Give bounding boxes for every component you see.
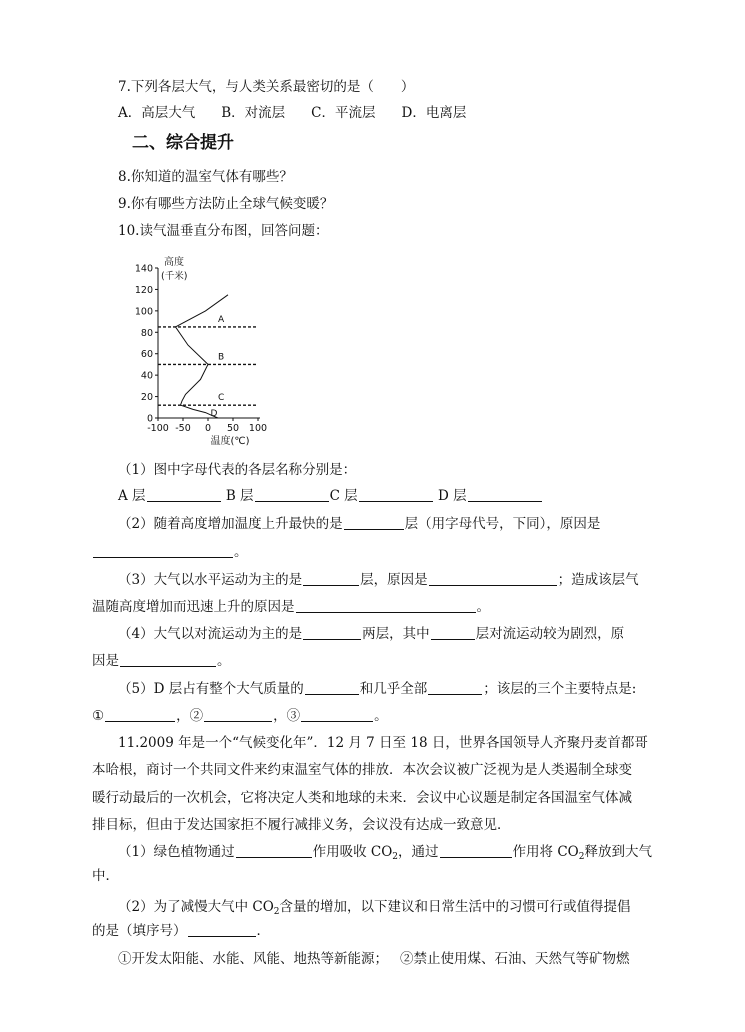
q10-p5-text-b: 和几乎全部: [359, 681, 428, 697]
q8-stem: 8.你知道的温室气体有哪些？: [118, 169, 293, 185]
x-tick-label: 50: [226, 423, 240, 434]
y-tick-label: 100: [134, 306, 153, 318]
blank-q11-absorb[interactable]: [236, 843, 312, 858]
x-axis-label: 温度(℃): [210, 436, 250, 447]
blank-q11-choice[interactable]: [188, 922, 256, 937]
label-layer-d: D 层: [437, 488, 467, 504]
y-tick-label: 80: [140, 327, 153, 339]
q10-p4-line1: [118, 624, 624, 644]
x-tick-label: -50: [175, 423, 191, 434]
y-axis-unit: (千米): [161, 271, 188, 282]
q10-p1-prompt: （1）图中字母代表的各层名称分别是：: [118, 462, 357, 478]
q11-p1-text-b: 作用吸收 CO: [312, 844, 393, 860]
blank-p3-cause[interactable]: [296, 598, 476, 613]
q10-p5-line1: [118, 679, 636, 699]
blank-p3-reason[interactable]: [429, 571, 557, 586]
blank-p5-feature2[interactable]: [204, 707, 272, 722]
q10-p2-text-a: （2）随着高度增加温度上升最快的是: [118, 516, 343, 532]
x-tick-label: -100: [147, 423, 169, 434]
q10-p4-text-c: 层对流运动较为剧烈，原: [475, 626, 625, 642]
q7-options: [118, 103, 466, 123]
q11-line3: 暖行动最后的一次机会，它将决定人类和地球的未来．会议中心议题是制定各国温室气体减: [92, 790, 632, 806]
blank-p5-mass[interactable]: [305, 680, 359, 695]
q10-p3-line1: [118, 570, 639, 590]
q11-p1-text-e: 释放到大气: [584, 844, 652, 860]
q11-p2-sub: 2: [273, 907, 280, 917]
layer-label-b: B: [218, 352, 225, 363]
layer-label-a: A: [218, 314, 225, 325]
q10-p3-line2: [92, 597, 490, 617]
blank-layer-a[interactable]: [147, 487, 221, 502]
label-layer-a: A 层: [118, 488, 146, 504]
q11-p2-text-c: 的是（填序号）: [92, 923, 187, 939]
q7-stem: 7.下列各层大气，与人类关系最密切的是（ ）: [118, 79, 415, 95]
q10-p3-text-a: （3）大气以水平运动为主的是: [118, 572, 303, 588]
q11-line2: 本哈根，商讨一个共同文件来约束温室气体的排放．本次会议被广泛视为是人类遏制全球变: [92, 762, 632, 778]
y-tick-label: 120: [134, 284, 153, 296]
q11-p1-line1: [118, 842, 652, 867]
q11-option-1: ①开发太阳能、水能、风能、地热等新能源；: [118, 951, 388, 967]
q10-p4-line2: [92, 651, 231, 671]
layer-label-d: D: [210, 408, 218, 419]
y-tick-label: 60: [140, 349, 153, 361]
q10-p4-end: 。: [217, 653, 231, 669]
layer-label-c: C: [218, 393, 225, 404]
q7-option-c: C．平流层: [311, 105, 376, 121]
temperature-altitude-chart: [118, 255, 278, 450]
blank-p5-content[interactable]: [428, 680, 482, 695]
q10-p5-num2: ，②: [176, 708, 204, 724]
q10-p4-text-b: 两层，其中: [362, 626, 430, 642]
q11-p1-line2: 中．: [92, 868, 119, 884]
q11-p2-line1: [118, 897, 631, 922]
q11-options-line: [118, 949, 630, 969]
blank-layer-b[interactable]: [255, 487, 329, 502]
q10-p2-line2: [92, 542, 248, 562]
blank-layer-c[interactable]: [359, 487, 433, 502]
q9-stem: 9.你有哪些方法防止全球气候变暖？: [118, 196, 334, 212]
q10-p1-blanks: [118, 486, 543, 506]
blank-p2-layer[interactable]: [344, 515, 404, 530]
label-layer-c: C 层: [329, 488, 358, 504]
q10-p5-text-a: （5）D 层占有整个大气质量的: [118, 681, 304, 697]
q10-p3-text-b: 层，原因是: [360, 572, 428, 588]
blank-q11-release[interactable]: [440, 843, 512, 858]
q10-p2-text-b: 层（用字母代号，下同），原因是: [404, 516, 601, 532]
blank-p5-feature3[interactable]: [301, 707, 373, 722]
q7-option-a: A．高层大气: [118, 105, 196, 121]
q11-p1-text-c: ，通过: [398, 844, 439, 860]
label-layer-b: B 层: [225, 488, 254, 504]
x-tick-label: 0: [204, 423, 212, 434]
q11-p2-text-b: 含量的增加，以下建议和日常生活中的习惯可行或值得提倡: [279, 899, 631, 915]
blank-p4-reason[interactable]: [120, 652, 216, 667]
section-heading: 二、综合提升: [132, 133, 234, 153]
y-axis-label: 高度: [164, 257, 184, 268]
q11-p2-line2: [92, 921, 270, 941]
q10-p5-line2: [92, 706, 388, 726]
q11-p2-end: ．: [256, 923, 270, 939]
q11-p1-sub: 2: [392, 852, 399, 862]
q10-p3-text-c: ；造成该层气: [557, 572, 639, 588]
q11-p1-text-d: 作用将 CO: [512, 844, 579, 860]
x-tick-label: 100: [248, 423, 268, 434]
blank-p2-reason[interactable]: [93, 543, 233, 558]
q11-option-2: ②禁止使用煤、石油、天然气等矿物燃: [400, 951, 630, 967]
y-tick-label: 0: [146, 413, 153, 425]
y-tick-label: 20: [140, 392, 153, 404]
q10-p5-text-c: ；该层的三个主要特点是:: [483, 681, 637, 697]
q10-p4-text-a: （4）大气以对流运动为主的是: [118, 626, 303, 642]
blank-p4-layers[interactable]: [303, 625, 361, 640]
blank-layer-d[interactable]: [468, 487, 542, 502]
y-tick-label: 140: [134, 263, 153, 275]
q10-p4-text-d: 因是: [92, 653, 119, 669]
q11-p2-text-a: （2）为了减慢大气中 CO: [118, 899, 274, 915]
q10-p2-line1: [118, 514, 600, 534]
q10-p3-text-d: 温随高度增加而迅速上升的原因是: [92, 599, 295, 615]
q7-option-b: B．对流层: [221, 105, 286, 121]
q10-p5-end: 。: [374, 708, 388, 724]
q11-line1: 11.2009 年是一个“气候变化年”．12 月 7 日至 18 日，世界各国领导人齐聚丹麦首都哥: [118, 735, 648, 751]
blank-p3-layer[interactable]: [303, 571, 359, 586]
q10-stem: 10.读气温垂直分布图，回答问题：: [118, 223, 329, 239]
q10-p5-num1: ①: [92, 708, 105, 724]
q11-p1-text-a: （1）绿色植物通过: [118, 844, 235, 860]
q11-p1-sub2: 2: [578, 852, 585, 862]
q10-p2-end: 。: [234, 544, 248, 560]
q7-option-d: D．电离层: [401, 105, 467, 121]
blank-p5-feature1[interactable]: [105, 707, 175, 722]
y-tick-label: 40: [140, 370, 153, 382]
q10-p3-end: 。: [476, 599, 490, 615]
blank-p4-layer[interactable]: [431, 625, 475, 640]
q11-line4: 排目标，但由于发达国家拒不履行减排义务，会议没有达成一致意见．: [92, 817, 511, 833]
q10-p5-num3: ，③: [273, 708, 301, 724]
